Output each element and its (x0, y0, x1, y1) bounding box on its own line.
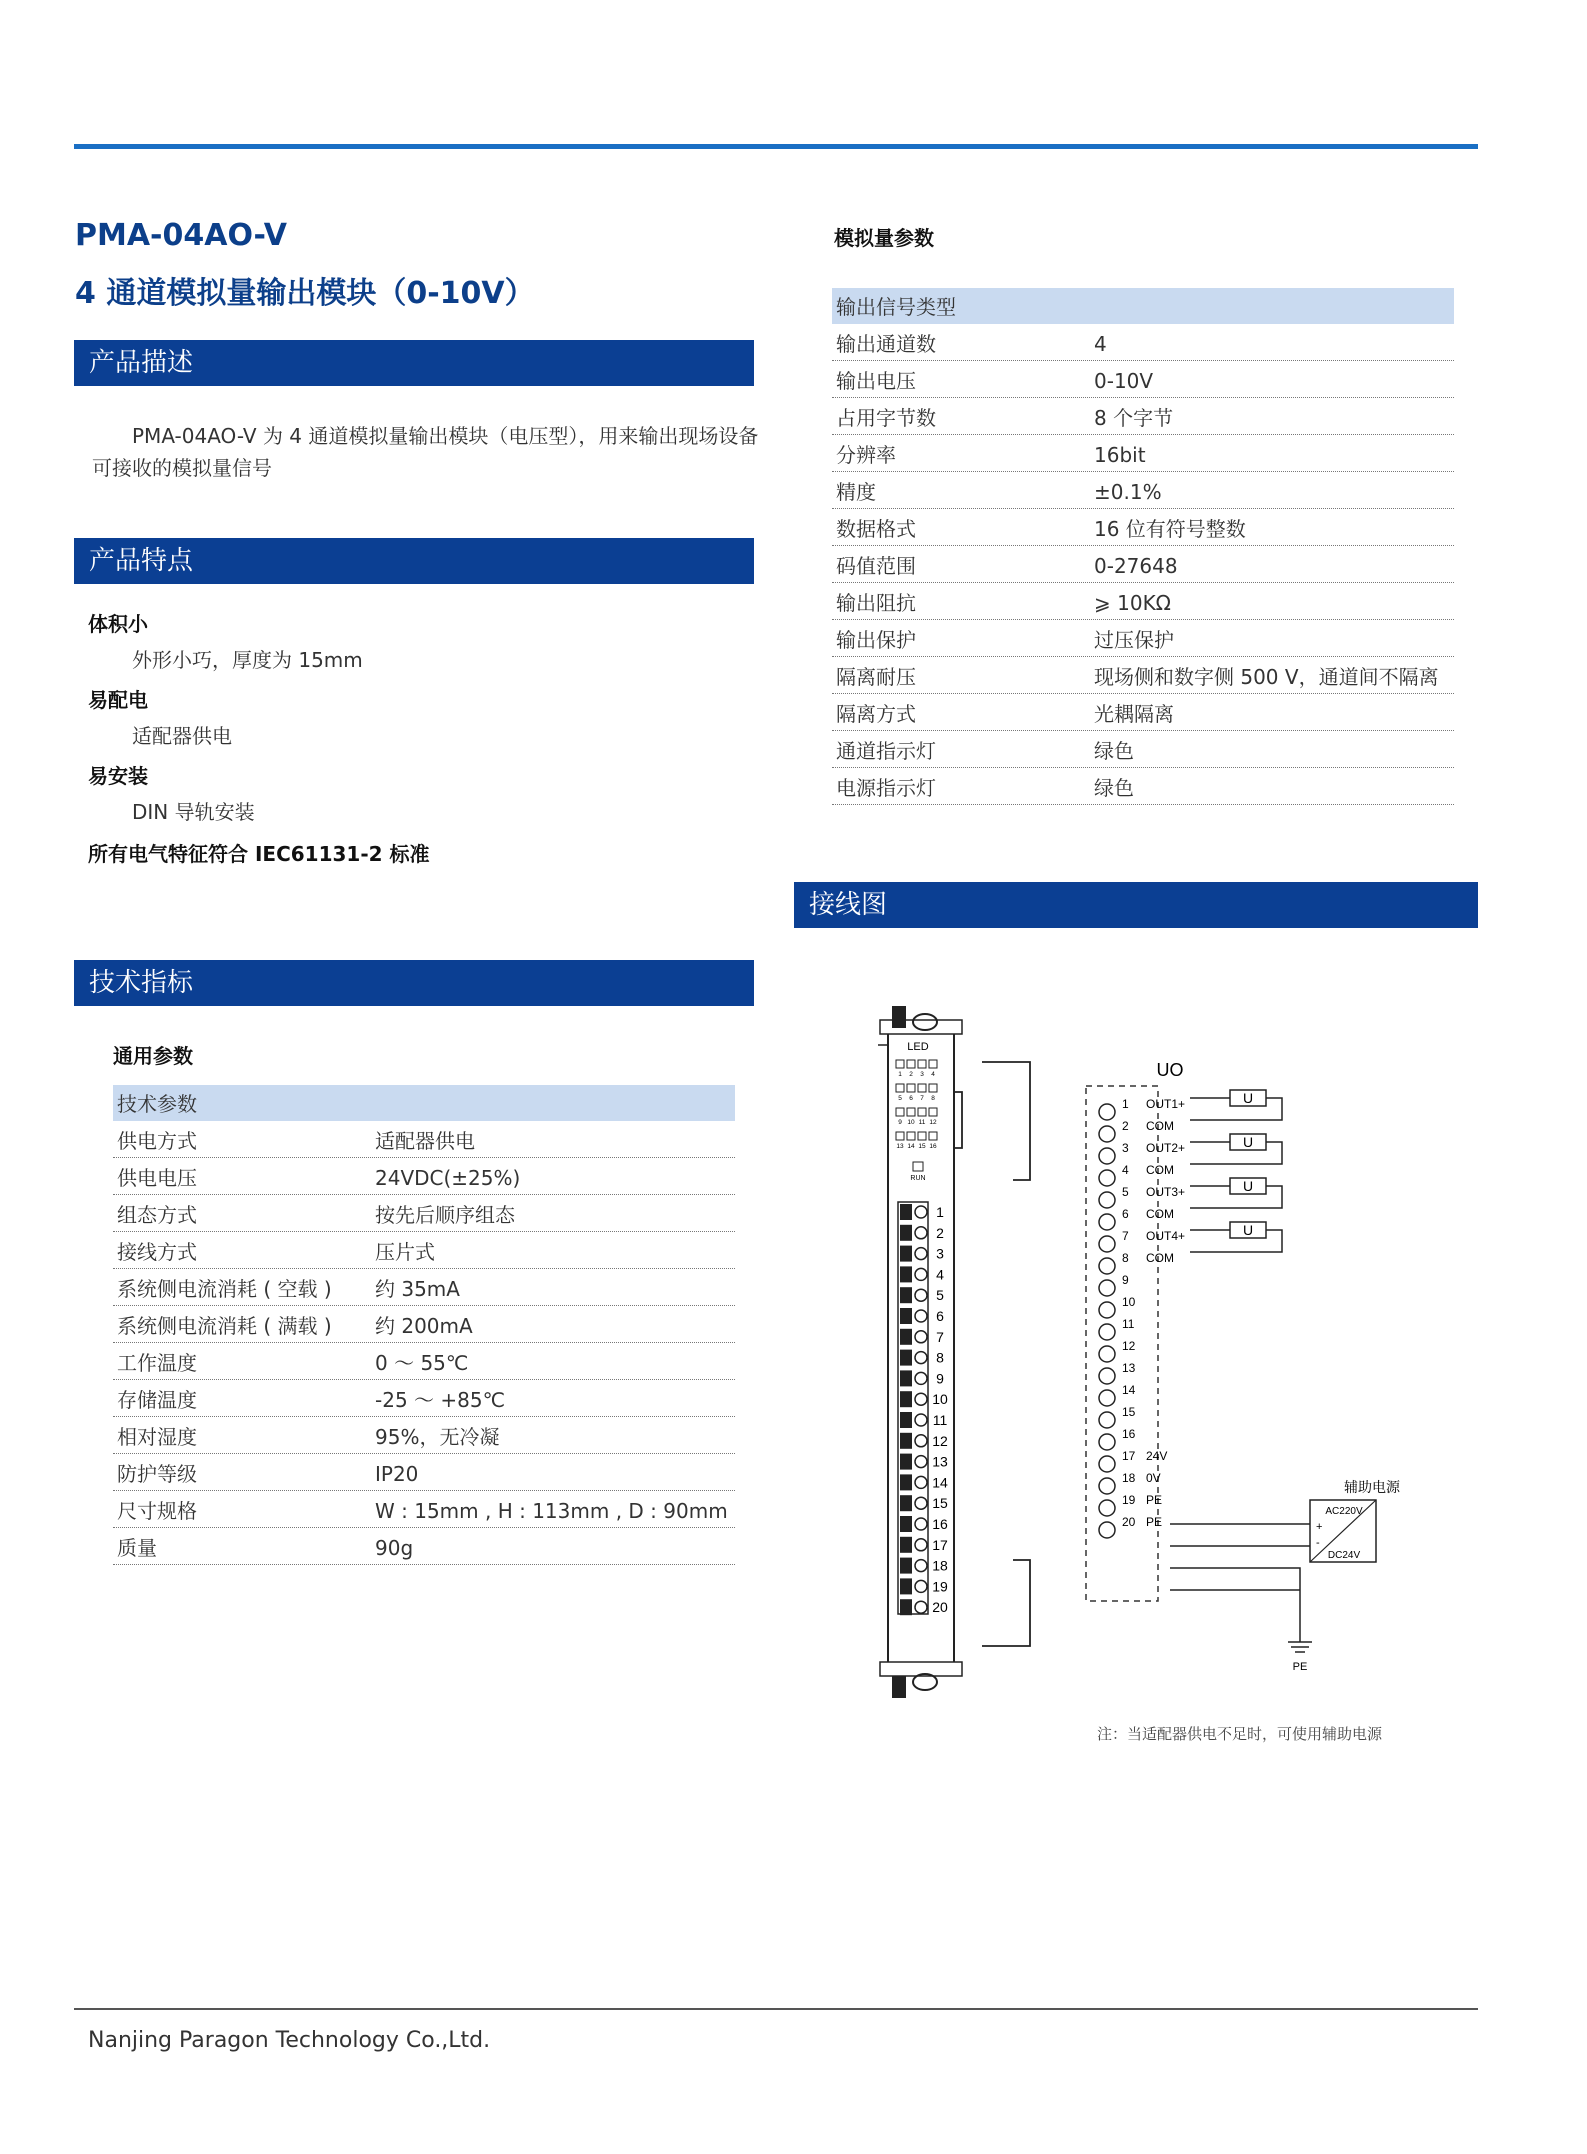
signal-label: COM (1146, 1119, 1174, 1133)
analog-heading: 模拟量参数 (834, 226, 934, 250)
strip-terminal-number: 3 (1122, 1141, 1129, 1155)
section-features: 产品特点 (74, 538, 754, 584)
strip-terminal-number: 19 (1122, 1493, 1136, 1507)
module-terminal-number: 12 (932, 1432, 948, 1449)
terminal-strip (1099, 1097, 1185, 1538)
general-key: 防护等级 (117, 1462, 197, 1486)
load-label: U (1242, 1090, 1254, 1106)
analog-row (832, 435, 1454, 472)
pe-label: PE (1292, 1661, 1308, 1673)
bottom-rule (74, 2008, 1478, 2010)
module-terminal-number: 3 (936, 1245, 944, 1262)
led-label: LED (907, 1041, 929, 1053)
general-row (113, 1306, 735, 1343)
terminal-hole (915, 1248, 927, 1260)
general-key: 系统侧电流消耗 ( 满载 ) (117, 1314, 332, 1338)
analog-key: 电源指示灯 (836, 776, 936, 800)
strip-terminal-number: 10 (1122, 1295, 1136, 1309)
terminal-hole (915, 1497, 927, 1509)
strip-terminal-number: 16 (1122, 1427, 1136, 1441)
terminal-clamp (900, 1412, 912, 1428)
analog-key: 分辨率 (836, 443, 896, 467)
general-value: 95%，无冷凝 (375, 1425, 500, 1449)
run-label: RUN (910, 1175, 926, 1182)
led-number: 1 (898, 1071, 902, 1078)
general-value: 按先后顺序组态 (375, 1203, 515, 1227)
analog-row (832, 361, 1454, 398)
analog-row (832, 657, 1454, 694)
analog-row (832, 694, 1454, 731)
analog-key: 隔离方式 (836, 702, 916, 726)
general-key: 存储温度 (117, 1388, 197, 1412)
led-number: 5 (898, 1095, 902, 1102)
analog-value: 光耦隔离 (1094, 702, 1174, 726)
terminal-clamp (900, 1308, 912, 1324)
strip-terminal-number: 14 (1122, 1383, 1136, 1397)
general-key: 供电电压 (117, 1166, 197, 1190)
analog-value: 8 个字节 (1094, 406, 1174, 430)
strip-terminal (1099, 1324, 1115, 1340)
strip-terminal (1099, 1258, 1115, 1274)
output-loads (1190, 1090, 1282, 1252)
terminal-hole (915, 1560, 927, 1572)
module-terminal-number: 19 (932, 1578, 948, 1595)
terminal-hole (915, 1393, 927, 1405)
analog-key: 通道指示灯 (836, 739, 936, 763)
led-number: 7 (920, 1095, 924, 1102)
signal-label: COM (1146, 1207, 1174, 1221)
general-value: W : 15mm , H : 113mm , D : 90mm (375, 1499, 728, 1523)
general-row (113, 1454, 735, 1491)
module-terminal-number: 14 (932, 1474, 948, 1491)
strip-terminal-number: 18 (1122, 1471, 1136, 1485)
terminal-clamp (900, 1516, 912, 1532)
terminal-hole (915, 1456, 927, 1468)
analog-key: 输出阻抗 (836, 591, 916, 615)
terminal-clamp (900, 1391, 912, 1407)
feature-3-title: 易安装 (88, 764, 148, 788)
analog-key: 输出通道数 (836, 332, 936, 356)
strip-terminal-number: 8 (1122, 1251, 1129, 1265)
strip-terminal-number: 1 (1122, 1097, 1129, 1111)
feature-1-text: 外形小巧，厚度为 15mm (132, 648, 363, 672)
module-terminal-number: 16 (932, 1516, 948, 1532)
strip-terminal (1099, 1434, 1115, 1450)
general-row (113, 1528, 735, 1565)
psu-plus: + (1316, 1521, 1323, 1533)
module-terminal-number: 18 (932, 1557, 948, 1574)
analog-key: 输出保护 (836, 628, 916, 652)
analog-value: 绿色 (1094, 739, 1134, 763)
wire-pe-19 (1170, 1568, 1300, 1642)
analog-row (832, 546, 1454, 583)
terminal-clamp (900, 1433, 912, 1449)
general-row (113, 1269, 735, 1306)
top-latch (892, 1006, 906, 1028)
signal-label: PE (1146, 1493, 1163, 1507)
bracket-led (954, 1092, 962, 1148)
led-number: 2 (909, 1071, 913, 1078)
terminal-clamp (900, 1246, 912, 1262)
strip-terminal (1099, 1346, 1115, 1362)
bracket-bottom (982, 1560, 1030, 1646)
general-row (113, 1195, 735, 1232)
terminal-clamp (900, 1599, 912, 1615)
led-number: 8 (931, 1095, 935, 1102)
terminal-hole (915, 1435, 927, 1447)
module-terminal-number: 15 (932, 1495, 948, 1512)
terminal-clamp (900, 1370, 912, 1386)
terminal-hole (915, 1518, 927, 1530)
analog-value: 16bit (1094, 443, 1146, 467)
module-terminal-number: 17 (932, 1536, 948, 1553)
standard-note: 所有电气特征符合 IEC61131-2 标准 (88, 842, 430, 866)
led-number: 12 (929, 1119, 937, 1126)
analog-row (832, 768, 1454, 805)
general-value: 压片式 (375, 1240, 435, 1264)
general-value: 0 ～ 55℃ (375, 1351, 469, 1375)
strip-terminal-number: 15 (1122, 1405, 1136, 1419)
general-key: 相对湿度 (117, 1425, 197, 1449)
analog-value: ±0.1% (1094, 480, 1162, 504)
module-terminal-number: 6 (936, 1308, 944, 1324)
product-subtitle: 4 通道模拟量输出模块（0-10V） (75, 276, 535, 311)
signal-label: OUT3+ (1146, 1185, 1186, 1199)
terminal-clamp (900, 1537, 912, 1553)
general-row (113, 1491, 735, 1528)
general-key: 供电方式 (117, 1129, 197, 1153)
analog-row (832, 324, 1454, 361)
strip-terminal (1099, 1148, 1115, 1164)
analog-value: 0-27648 (1094, 554, 1178, 578)
module-terminal-number: 8 (936, 1349, 944, 1366)
terminal-clamp (900, 1454, 912, 1470)
feature-3-text: DIN 导轨安装 (132, 800, 255, 824)
led-number: 3 (920, 1071, 924, 1078)
analog-key: 数据格式 (836, 517, 916, 541)
analog-row (832, 583, 1454, 620)
strip-terminal-number: 13 (1122, 1361, 1136, 1375)
analog-key: 精度 (836, 480, 876, 504)
led-number: 15 (918, 1143, 926, 1150)
strip-terminal (1099, 1104, 1115, 1120)
strip-terminal (1099, 1214, 1115, 1230)
strip-terminal-number: 11 (1122, 1317, 1135, 1331)
terminal-hole (915, 1268, 927, 1280)
module-terminal-number: 2 (936, 1224, 944, 1241)
strip-terminal-number: 4 (1122, 1163, 1129, 1177)
terminal-hole (915, 1580, 927, 1592)
uo-label: UO (1156, 1060, 1184, 1080)
led-number: 13 (896, 1143, 904, 1150)
psu-output-label: DC24V (1327, 1550, 1361, 1561)
general-row (113, 1343, 735, 1380)
module-terminal-number: 1 (936, 1204, 944, 1220)
general-row (113, 1380, 735, 1417)
module-terminal-number: 13 (932, 1453, 948, 1470)
strip-terminal-number: 7 (1122, 1229, 1129, 1243)
general-params-table (113, 1085, 735, 1565)
led-number: 9 (898, 1119, 902, 1126)
general-key: 系统侧电流消耗 ( 空载 ) (117, 1277, 332, 1301)
general-value: 适配器供电 (375, 1129, 475, 1153)
signal-label: 0V (1146, 1471, 1161, 1485)
section-description: 产品描述 (74, 340, 754, 386)
signal-label: PE (1146, 1515, 1163, 1529)
terminal-clamp (900, 1266, 912, 1282)
strip-terminal (1099, 1192, 1115, 1208)
model-title: PMA-04AO-V (75, 218, 288, 253)
load-label: U (1242, 1222, 1254, 1238)
general-value: IP20 (375, 1462, 419, 1486)
terminal-clamp (900, 1578, 912, 1594)
section-wiring: 接线图 (794, 882, 1478, 928)
general-row (113, 1158, 735, 1195)
strip-terminal-number: 9 (1122, 1273, 1129, 1287)
analog-value: 过压保护 (1094, 628, 1174, 652)
analog-row (832, 472, 1454, 509)
general-row (113, 1417, 735, 1454)
analog-value: 16 位有符号整数 (1094, 517, 1246, 541)
terminal-hole (915, 1331, 927, 1343)
wiring-note: 注：当适配器供电不足时，可使用辅助电源 (1097, 1725, 1383, 1743)
psu-input-label: AC220V (1325, 1506, 1363, 1517)
module-terminal-number: 7 (936, 1328, 944, 1345)
ground-icon (1288, 1642, 1312, 1652)
terminal-clamp (900, 1474, 912, 1490)
terminal-clamp (900, 1350, 912, 1366)
general-key: 工作温度 (117, 1351, 197, 1375)
load-label: U (1242, 1134, 1254, 1150)
wiring-diagram (870, 1000, 1430, 1700)
top-rule (74, 144, 1478, 149)
strip-terminal-number: 17 (1122, 1449, 1136, 1463)
strip-terminal (1099, 1478, 1115, 1494)
module-terminal-number: 9 (936, 1370, 944, 1387)
led-number: 11 (918, 1119, 926, 1126)
module-terminal-number: 10 (932, 1391, 948, 1408)
strip-terminal (1099, 1368, 1115, 1384)
terminal-hole (915, 1372, 927, 1384)
analog-params-table (832, 288, 1454, 805)
strip-terminal-number: 2 (1122, 1119, 1129, 1133)
led-number: 10 (907, 1119, 915, 1126)
strip-terminal-number: 6 (1122, 1207, 1129, 1221)
strip-terminal (1099, 1456, 1115, 1472)
terminal-hole (915, 1352, 927, 1364)
strip-terminal-number: 20 (1122, 1515, 1136, 1529)
terminal-clamp (900, 1287, 912, 1303)
psu-minus: - (1316, 1537, 1320, 1549)
general-value: 约 200mA (375, 1314, 473, 1338)
general-key: 尺寸规格 (117, 1499, 197, 1523)
analog-value: 0-10V (1094, 369, 1154, 393)
signal-label: COM (1146, 1251, 1174, 1265)
general-row (113, 1121, 735, 1158)
strip-terminal (1099, 1126, 1115, 1142)
terminal-hole (915, 1289, 927, 1301)
general-table-header: 技术参数 (113, 1085, 735, 1121)
led-number: 4 (931, 1071, 935, 1078)
strip-terminal (1099, 1170, 1115, 1186)
analog-key: 码值范围 (836, 554, 916, 578)
strip-terminal (1099, 1522, 1115, 1538)
led-number: 14 (907, 1143, 915, 1150)
signal-label: OUT1+ (1146, 1097, 1186, 1111)
general-key: 质量 (117, 1536, 157, 1560)
module-terminal-number: 5 (936, 1287, 944, 1304)
strip-terminal (1099, 1302, 1115, 1318)
bottom-latch (892, 1676, 906, 1698)
strip-terminal (1099, 1390, 1115, 1406)
analog-key: 隔离耐压 (836, 665, 916, 689)
feature-1-title: 体积小 (88, 612, 148, 636)
terminal-hole (915, 1539, 927, 1551)
module-terminal-number: 20 (932, 1599, 948, 1616)
signal-label: COM (1146, 1163, 1174, 1177)
terminal-clamp (900, 1558, 912, 1574)
analog-row (832, 398, 1454, 435)
general-key: 组态方式 (117, 1203, 197, 1227)
led-number: 16 (929, 1143, 937, 1150)
signal-label: OUT4+ (1146, 1229, 1186, 1243)
general-row (113, 1232, 735, 1269)
aux-power-label: 辅助电源 (1344, 1479, 1400, 1495)
strip-terminal-number: 5 (1122, 1185, 1129, 1199)
terminal-hole (915, 1414, 927, 1426)
terminal-hole (915, 1206, 927, 1218)
section-specs: 技术指标 (74, 960, 754, 1006)
signal-label: 24V (1146, 1449, 1168, 1463)
analog-row (832, 731, 1454, 768)
analog-row (832, 509, 1454, 546)
signal-label: OUT2+ (1146, 1141, 1186, 1155)
general-value: 24VDC(±25%) (375, 1166, 521, 1190)
analog-row (832, 620, 1454, 657)
analog-table-header: 输出信号类型 (832, 288, 1454, 324)
strip-terminal (1099, 1236, 1115, 1252)
load-label: U (1242, 1178, 1254, 1194)
terminal-clamp (900, 1329, 912, 1345)
module-terminal-number: 4 (936, 1266, 944, 1283)
module-terminal-number: 11 (932, 1412, 948, 1428)
general-value: -25 ～ +85℃ (375, 1388, 506, 1412)
terminal-clamp (900, 1225, 912, 1241)
feature-2-text: 适配器供电 (132, 724, 232, 748)
strip-terminal (1099, 1280, 1115, 1296)
analog-value: ⩾ 10KΩ (1094, 591, 1171, 615)
general-heading: 通用参数 (113, 1044, 193, 1068)
terminal-clamp (900, 1495, 912, 1511)
strip-terminal-number: 12 (1122, 1339, 1136, 1353)
analog-value: 4 (1094, 332, 1107, 356)
terminal-hole (915, 1476, 927, 1488)
analog-key: 输出电压 (836, 369, 916, 393)
feature-2-title: 易配电 (88, 688, 148, 712)
analog-key: 占用字节数 (836, 406, 936, 430)
analog-value: 绿色 (1094, 776, 1134, 800)
general-value: 约 35mA (375, 1277, 460, 1301)
strip-terminal (1099, 1500, 1115, 1516)
description-text: PMA-04AO-V 为 4 通道模拟量输出模块（电压型），用来输出现场设备可接收的模拟量信号 (92, 424, 759, 480)
terminal-clamp (900, 1204, 912, 1220)
general-value: 90g (375, 1536, 414, 1560)
general-key: 接线方式 (117, 1240, 197, 1264)
terminal-hole (915, 1310, 927, 1322)
analog-value: 现场侧和数字侧 500 V，通道间不隔离 (1094, 665, 1439, 689)
led-number: 6 (909, 1095, 913, 1102)
company-name: Nanjing Paragon Technology Co.,Ltd. (88, 2028, 491, 2053)
bracket-top (982, 1062, 1030, 1180)
terminal-hole (915, 1601, 927, 1613)
strip-terminal (1099, 1412, 1115, 1428)
terminal-hole (915, 1227, 927, 1239)
